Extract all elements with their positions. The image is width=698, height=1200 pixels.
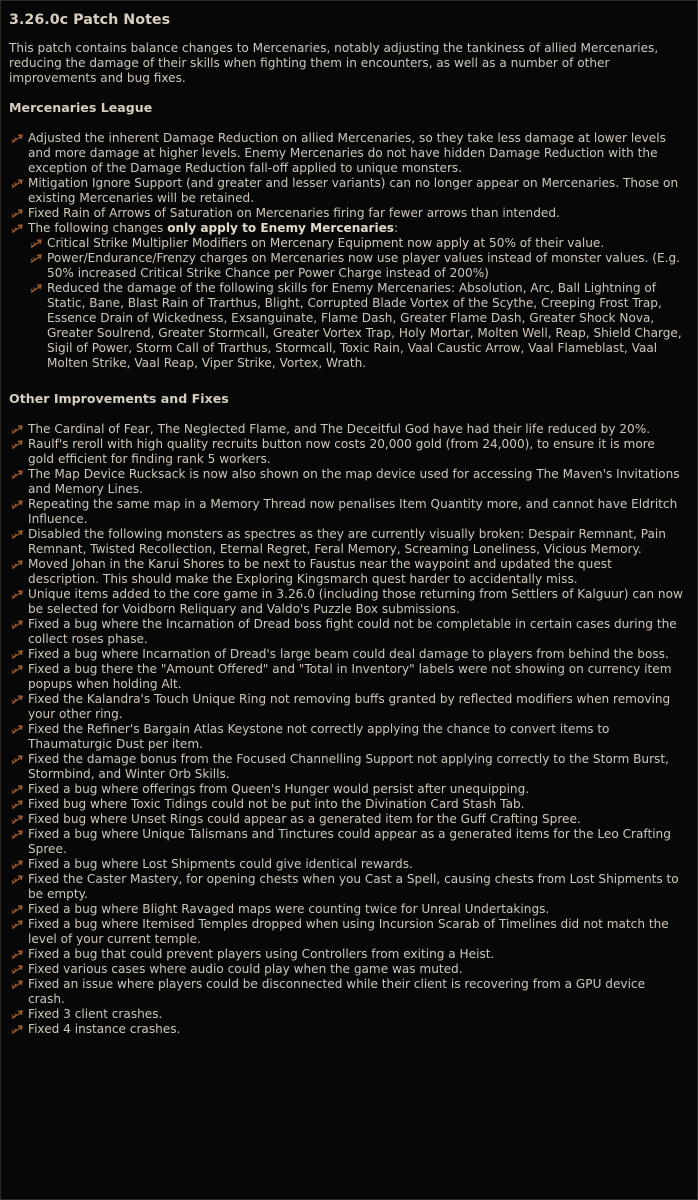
sub-list-item — [47, 251, 683, 281]
list-item-text: Fixed a bug where Blight Ravaged maps were counting twice for Unreal Undertakings. — [28, 902, 550, 916]
arrow-bullet-icon — [11, 815, 23, 825]
arrow-bullet-icon — [30, 284, 42, 294]
arrow-bullet-icon — [11, 875, 23, 885]
list-item-text: Fixed an issue where players could be disconnected while their client is recovering from a GPU device crash. — [28, 977, 646, 1006]
list-item-text: Fixed a bug where Itemised Temples dropped when using Incursion Scarab of Timelines did not match the level of your current temple. — [28, 917, 669, 946]
list-item — [28, 872, 683, 902]
list-item-text: The following changes — [28, 221, 168, 235]
arrow-bullet-icon — [11, 530, 23, 540]
arrow-bullet-icon — [11, 905, 23, 915]
section-title-other: Other Improvements and Fixes — [9, 391, 229, 406]
arrow-bullet-icon — [11, 800, 23, 810]
list-item — [28, 812, 683, 827]
sub-list-item — [47, 281, 683, 371]
mercenaries-list — [9, 131, 683, 371]
arrow-bullet-icon — [11, 209, 23, 219]
arrow-bullet-icon — [11, 425, 23, 435]
list-item-text: Reduced the damage of the following skills for Enemy Mercenaries: Absolution, Arc, Ball Lightning of Static, Bane, Blast Rain of Trarthus, Blight, Corrupted Blade Vortex of the Scythe, Creeping Frost Trap, Essence Drain of Wickedness, Exsanguinate, Flame Dash, Greater Flame Dash, Greater Shock Nova, Greater Soulrend, Greater Stormcall, Greater Vortex Trap, Holy Mortar, Molten Well, Reap, Shield Charge, Sigil of Power, Storm Call of Trarthus, Stormcall, Toxic Rain, Vaal Caustic Arrow, Vaal Flameblast, Vaal Molten Strike, Vaal Reap, Viper Strike, Vortex, Wrath. — [47, 281, 682, 370]
list-item-text: Fixed various cases where audio could play when the game was muted. — [28, 962, 463, 976]
list-item-text: Fixed Rain of Arrows of Saturation on Mercenaries firing far fewer arrows than intended. — [28, 206, 560, 220]
arrow-bullet-icon — [11, 560, 23, 570]
arrow-bullet-icon — [11, 965, 23, 975]
list-item — [28, 857, 683, 872]
arrow-bullet-icon — [11, 695, 23, 705]
other-fixes-list — [9, 422, 683, 1037]
list-item — [28, 917, 683, 947]
list-item-text: Fixed the Refiner's Bargain Atlas Keystone not correctly applying the chance to convert items to Thaumaturgic Dust per item. — [28, 722, 610, 751]
list-item-text: Fixed a bug where Incarnation of Dread's large beam could deal damage to players from behind the boss. — [28, 647, 669, 661]
list-item — [28, 131, 683, 176]
list-item-text: Fixed a bug where Lost Shipments could give identical rewards. — [28, 857, 413, 871]
sub-list-item — [47, 236, 683, 251]
arrow-bullet-icon — [11, 470, 23, 480]
arrow-bullet-icon — [11, 980, 23, 990]
list-item-text: Unique items added to the core game in 3.26.0 (including those returning from Settlers of Kalguur) can now be selected for Voidborn Reliquary and Valdo's Puzzle Box submissions. — [28, 587, 683, 616]
list-item-text: Fixed the Kalandra's Touch Unique Ring not removing buffs granted by reflected modifiers when removing your other ring. — [28, 692, 671, 721]
list-item-text: Fixed a bug that could prevent players using Controllers from exiting a Heist. — [28, 947, 495, 961]
list-item — [28, 797, 683, 812]
list-item-text: Moved Johan in the Karui Shores to be next to Faustus near the waypoint and updated the quest description. This should make the Exploring Kingsmarch quest harder to accidentally miss. — [28, 557, 612, 586]
arrow-bullet-icon — [11, 1010, 23, 1020]
arrow-bullet-icon — [11, 830, 23, 840]
list-item-text: Power/Endurance/Frenzy charges on Mercenaries now use player values instead of monster values. (E.g. 50% increased Critical Strike Chance per Power Charge instead of 200%) — [47, 251, 680, 280]
arrow-bullet-icon — [11, 725, 23, 735]
intro-paragraph: This patch contains balance changes to Mercenaries, notably adjusting the tankiness of allied Mercenaries, reducing the damage of their skills when fighting them in encounters, as well as a number of other improvements and bug fixes. — [9, 41, 659, 85]
list-item-text: Fixed 4 instance crashes. — [28, 1022, 181, 1036]
list-item-text: Fixed the damage bonus from the Focused Channelling Support not applying correctly to the Storm Burst, Stormbind, and Winter Orb Skills. — [28, 752, 669, 781]
list-item — [28, 662, 683, 692]
list-item-text: Fixed a bug where the Incarnation of Dread boss fight could not be completable in certain cases during the collect roses phase. — [28, 617, 677, 646]
arrow-bullet-icon — [11, 1025, 23, 1035]
arrow-bullet-icon — [11, 590, 23, 600]
list-item — [28, 752, 683, 782]
list-item-text: Critical Strike Multiplier Modifiers on Mercenary Equipment now apply at 50% of their value. — [47, 236, 605, 250]
arrow-bullet-icon — [11, 785, 23, 795]
list-item — [28, 902, 683, 917]
list-item — [28, 977, 683, 1007]
list-item-text: Fixed a bug where Unique Talismans and Tinctures could appear as a generated items for the Leo Crafting Spree. — [28, 827, 671, 856]
list-item-text: Fixed 3 client crashes. — [28, 1007, 163, 1021]
list-item-text: Fixed a bug there the "Amount Offered" and "Total in Inventory" labels were not showing on currency item popups when holding Alt. — [28, 662, 672, 691]
list-item — [28, 827, 683, 857]
list-item — [28, 947, 683, 962]
list-item — [28, 497, 683, 527]
list-item — [28, 176, 683, 206]
arrow-bullet-icon — [11, 665, 23, 675]
list-item — [28, 422, 683, 437]
arrow-bullet-icon — [11, 224, 23, 234]
list-item — [28, 692, 683, 722]
arrow-bullet-icon — [11, 650, 23, 660]
list-item — [28, 557, 683, 587]
arrow-bullet-icon — [11, 920, 23, 930]
arrow-bullet-icon — [11, 500, 23, 510]
arrow-bullet-icon — [11, 179, 23, 189]
list-item — [28, 962, 683, 977]
list-item-text: Repeating the same map in a Memory Thread now penalises Item Quantity more, and cannot have Eldritch Influence. — [28, 497, 678, 526]
list-item-text: The Cardinal of Fear, The Neglected Flame, and The Deceitful God have had their life reduced by 20%. — [28, 422, 651, 436]
list-item — [28, 587, 683, 617]
list-item — [28, 437, 683, 467]
arrow-bullet-icon — [30, 254, 42, 264]
list-item-text: Fixed the Caster Mastery, for opening chests when you Cast a Spell, causing chests from Lost Shipments to be empty. — [28, 872, 679, 901]
list-item-text: Adjusted the inherent Damage Reduction on allied Mercenaries, so they take less damage at lower levels and more damage at higher levels. Enemy Mercenaries do not have hidden Damage Reduction with the exception of the Damage Reduction fall-off applied to unique monsters. — [28, 131, 666, 175]
arrow-bullet-icon — [11, 950, 23, 960]
list-item-text: Fixed bug where Unset Rings could appear as a generated item for the Guff Crafting Spree. — [28, 812, 581, 826]
arrow-bullet-icon — [11, 755, 23, 765]
list-item — [28, 206, 683, 221]
list-item — [28, 1022, 683, 1037]
list-item — [28, 527, 683, 557]
arrow-bullet-icon — [30, 239, 42, 249]
section-title-mercenaries: Mercenaries League — [9, 100, 153, 115]
arrow-bullet-icon — [11, 440, 23, 450]
list-item-text: Disabled the following monsters as spectres as they are currently visually broken: Despair Remnant, Pain Remnant, Twisted Recollection, Eternal Regret, Feral Memory, Screaming Loneliness, Vicious Memory. — [28, 527, 666, 556]
arrow-bullet-icon — [11, 860, 23, 870]
list-item — [28, 722, 683, 752]
list-item — [28, 467, 683, 497]
arrow-bullet-icon — [11, 620, 23, 630]
list-item-text: Raulf's reroll with high quality recruits button now costs 20,000 gold (from 24,000), to ensure it is more gold efficient for finding rank 5 workers. — [28, 437, 655, 466]
list-item-text: : — [394, 221, 399, 235]
page-title: 3.26.0c Patch Notes — [9, 12, 171, 28]
emphasis-text: only apply to Enemy Mercenaries — [167, 221, 394, 235]
arrow-bullet-icon — [11, 134, 23, 144]
list-item — [28, 647, 683, 662]
list-item-text: Mitigation Ignore Support (and greater and lesser variants) can no longer appear on Mercenaries. Those on existing Mercenaries will be retained. — [28, 176, 679, 205]
list-item-text: Fixed bug where Toxic Tidings could not be put into the Divination Card Stash Tab. — [28, 797, 525, 811]
list-item — [28, 1007, 683, 1022]
list-item-enemy-mercenaries — [28, 221, 683, 371]
list-item-text: Fixed a bug where offerings from Queen's Hunger would persist after unequipping. — [28, 782, 530, 796]
list-item-text: The Map Device Rucksack is now also shown on the map device used for accessing The Maven's Invitations and Memory Lines. — [28, 467, 680, 496]
list-item — [28, 782, 683, 797]
enemy-mercenaries-sublist — [28, 236, 683, 371]
list-item — [28, 617, 683, 647]
